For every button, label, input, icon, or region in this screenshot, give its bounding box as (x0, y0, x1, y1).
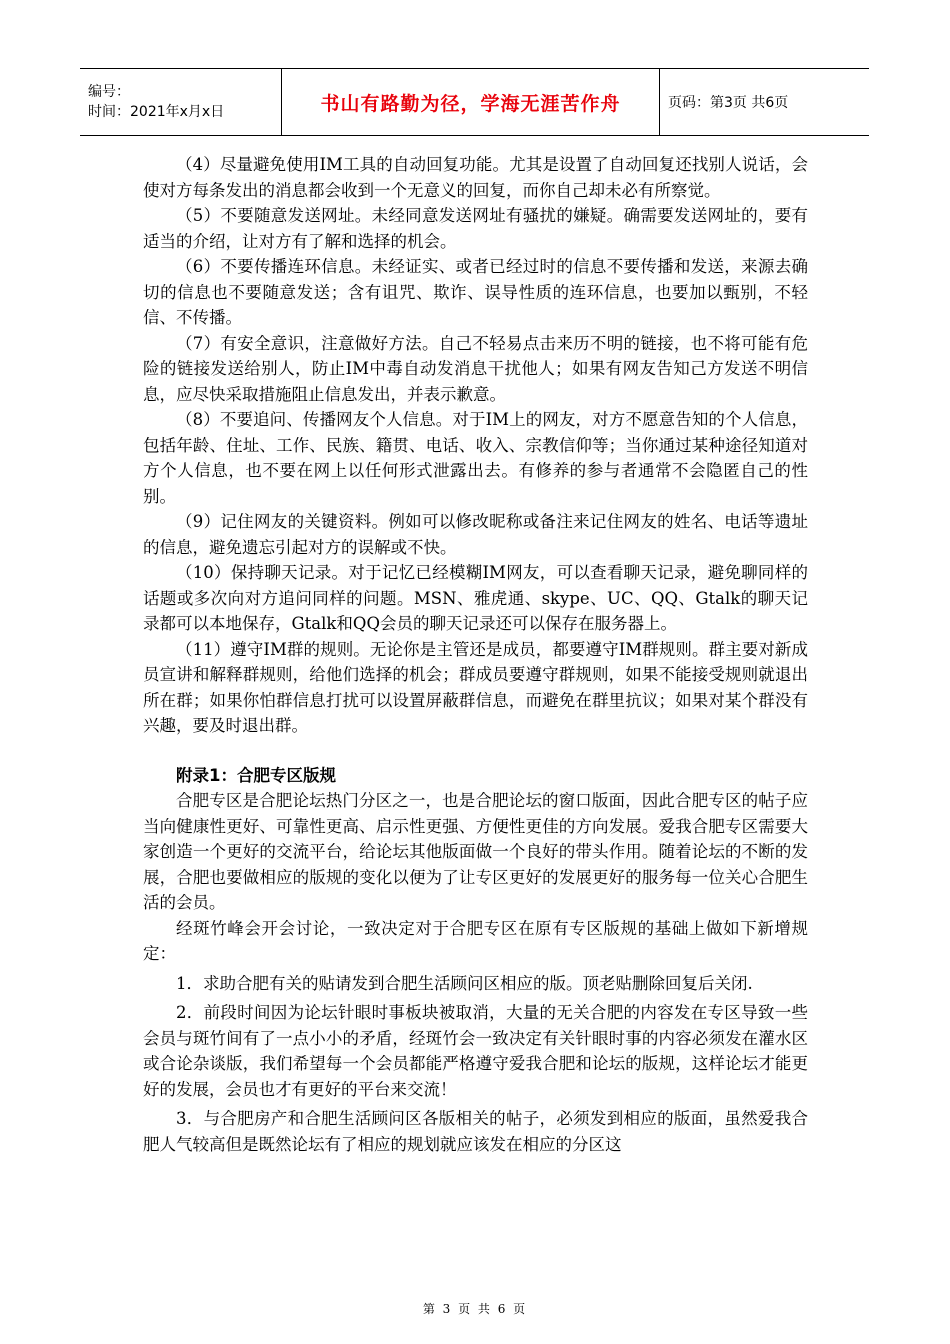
appendix-intro: 合肥专区是合肥论坛热门分区之一，也是合肥论坛的窗口版面，因此合肥专区的帖子应当向健康性更好、可靠性更高、启示性更强、方便性更佳的方向发展。爱我合肥专区需要大家创造一个更好的交流平台，给论坛其他版面做一个良好的带头作用。随着论坛的不断的发展，合肥也要做相应的版规的变化以便为了让专区更好的发展更好的服务每一位关心合肥生活的会员。 (143, 791, 808, 912)
page-footer (0, 1300, 950, 1317)
header-motto (282, 69, 660, 135)
paragraph-5: （5）不要随意发送网址。未经同意发送网址有骚扰的嫌疑。确需要发送网址的，要有适当的介绍，让对方有了解和选择的机会。 (143, 206, 808, 251)
page-header (80, 68, 869, 136)
paragraph-11: （11）遵守IM群的规则。无论你是主管还是成员，都要遵守IM群规则。群主要对新成员宣讲和解释群规则，给他们选择的机会；群成员要遵守群规则，如果不能接受规则就退出所在群；如果你怕群信息打扰可以设置屏蔽群信息，而避免在群里抗议；如果对某个群没有兴趣，要及时退出群。 (143, 639, 808, 735)
page-code-text: 页码：第3页 共6页 (668, 95, 789, 111)
document-body (143, 152, 808, 1157)
appendix-decision: 经斑竹峰会开会讨论，一致决定对于合肥专区在原有专区版规的基础上做如下新增规定： (143, 918, 808, 963)
rule-3: 3．与合肥房产和合肥生活顾问区各版相关的帖子，必须发到相应的版面，虽然爱我合肥人气较高但是既然论坛有了相应的规划就应该发在相应的分区这 (143, 1109, 808, 1154)
paragraph-4: （4）尽量避免使用IM工具的自动回复功能。尤其是设置了自动回复还找别人说话，会使对方每条发出的消息都会收到一个无意义的回复，而你自己却未必有所察觉。 (143, 155, 808, 200)
paragraph-7: （7）有安全意识，注意做好方法。自己不轻易点击来历不明的链接，也不将可能有危险的链接发送给别人，防止IM中毒自动发消息干扰他人；如果有网友告知己方发送不明信息，应尽快采取措施阻止信息发出，并表示歉意。 (143, 333, 808, 404)
document-time: 时间：2021年x月x日 (88, 104, 225, 120)
paragraph-6: （6）不要传播连环信息。未经证实、或者已经过时的信息不要传播和发送，来源去确切的信息也不要随意发送；含有诅咒、欺诈、误导性质的连环信息，也要加以甄别，不轻信、不传播。 (143, 257, 808, 327)
paragraph-10: （10）保持聊天记录。对于记忆已经模糊IM网友，可以查看聊天记录，避免聊同样的话题或多次向对方追问同样的问题。MSN、雅虎通、skype、UC、QQ、Gtalk的聊天记录都可以本地保存，Gtalk和QQ会员的聊天记录还可以保存在服务器上。 (143, 563, 808, 633)
appendix-title: 附录1：合肥专区版规 (176, 765, 336, 785)
paragraph-8: （8）不要追问、传播网友个人信息。对于IM上的网友，对方不愿意告知的个人信息，包括年龄、住址、工作、民族、籍贯、电话、收入、宗教信仰等；当你通过某种途径知道对方个人信息，也不要在网上以任何形式泄露出去。有修养的参与者通常不会隐匿自己的性别。 (143, 410, 808, 506)
rule-2: 2．前段时间因为论坛针眼时事板块被取消，大量的无关合肥的内容发在专区导致一些会员与斑竹间有了一点小小的矛盾，经斑竹会一致决定有关针眼时事的内容必须发在灌水区或合论杂谈版，我们希望每一个会员都能严格遵守爱我合肥和论坛的版规，这样论坛才能更好的发展，会员也才有更好的平台来交流！ (143, 1003, 808, 1099)
footer-page-number: 第 3 页 共 6 页 (422, 1302, 528, 1316)
header-meta (80, 69, 282, 135)
document-number-label: 编号： (88, 84, 130, 100)
motto-text: 书山有路勤为径，学海无涯苦作舟 (320, 92, 621, 115)
paragraph-9: （9）记住网友的关键资料。例如可以修改昵称或备注来记住网友的姓名、电话等遗址的信息，避免遗忘引起对方的误解或不快。 (143, 512, 808, 557)
rule-1: 1．求助合肥有关的贴请发到合肥生活顾问区相应的版。顶老贴删除回复后关闭. (176, 973, 753, 993)
header-page-code (660, 69, 869, 135)
